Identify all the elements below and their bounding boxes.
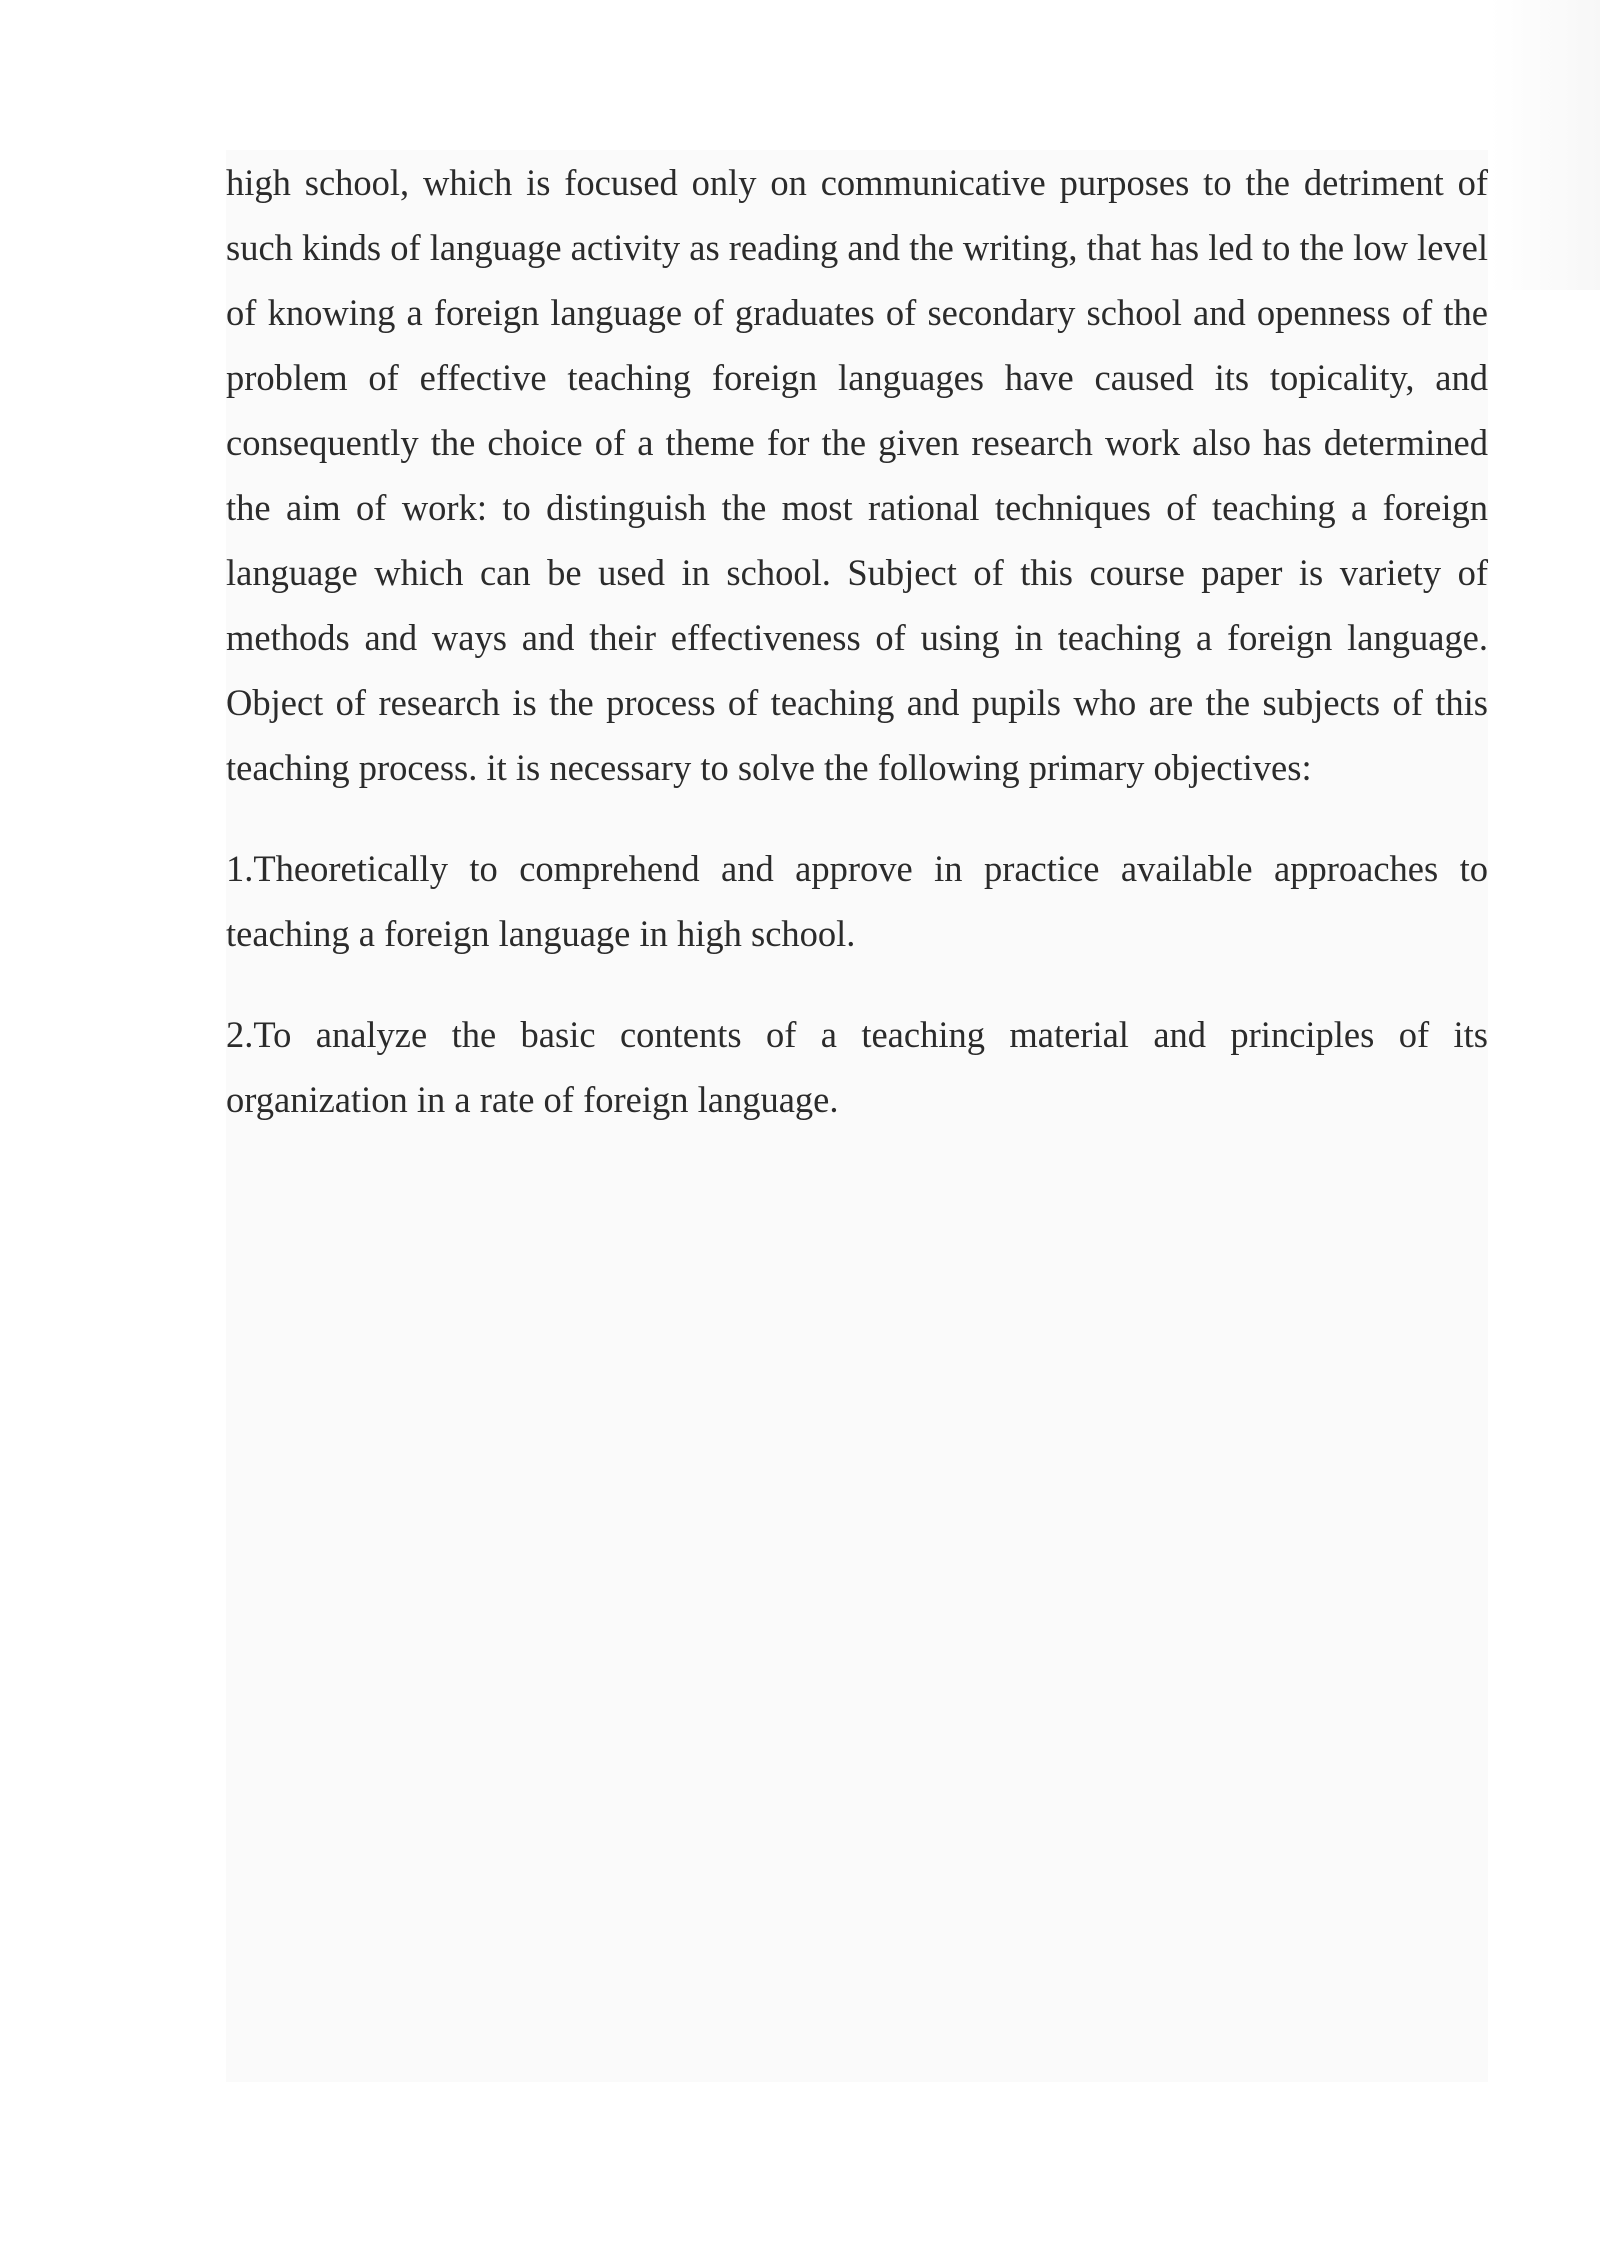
body-paragraph: high school, which is focused only on communicative purposes to the detriment of such kinds of language activity as reading and the writing, that has led to the low level of knowing a foreign language of graduates of secondary school and openness of the problem of effective teaching foreign languages have caused its topicality, and consequently the choice of a theme for the given research work also has determined the aim of work: to distinguish the most rational techniques of teaching a foreign language which can be used in school. Subject of this course paper is variety of methods and ways and their effectiveness of using in teaching a foreign language. Object of research is the process of teaching and pupils who are the subjects of this teaching process. it is necessary to solve the following primary objectives: (226, 162, 1488, 788)
document-body (226, 150, 1488, 2082)
page-edge-shade (1490, 0, 1600, 290)
objective-item-2: 2.To analyze the basic contents of a teaching material and principles of its organization in a rate of foreign language. (226, 1014, 1488, 1120)
objective-item-1: 1.Theoretically to comprehend and approve in practice available approaches to teaching a foreign language in high school. (226, 848, 1488, 954)
